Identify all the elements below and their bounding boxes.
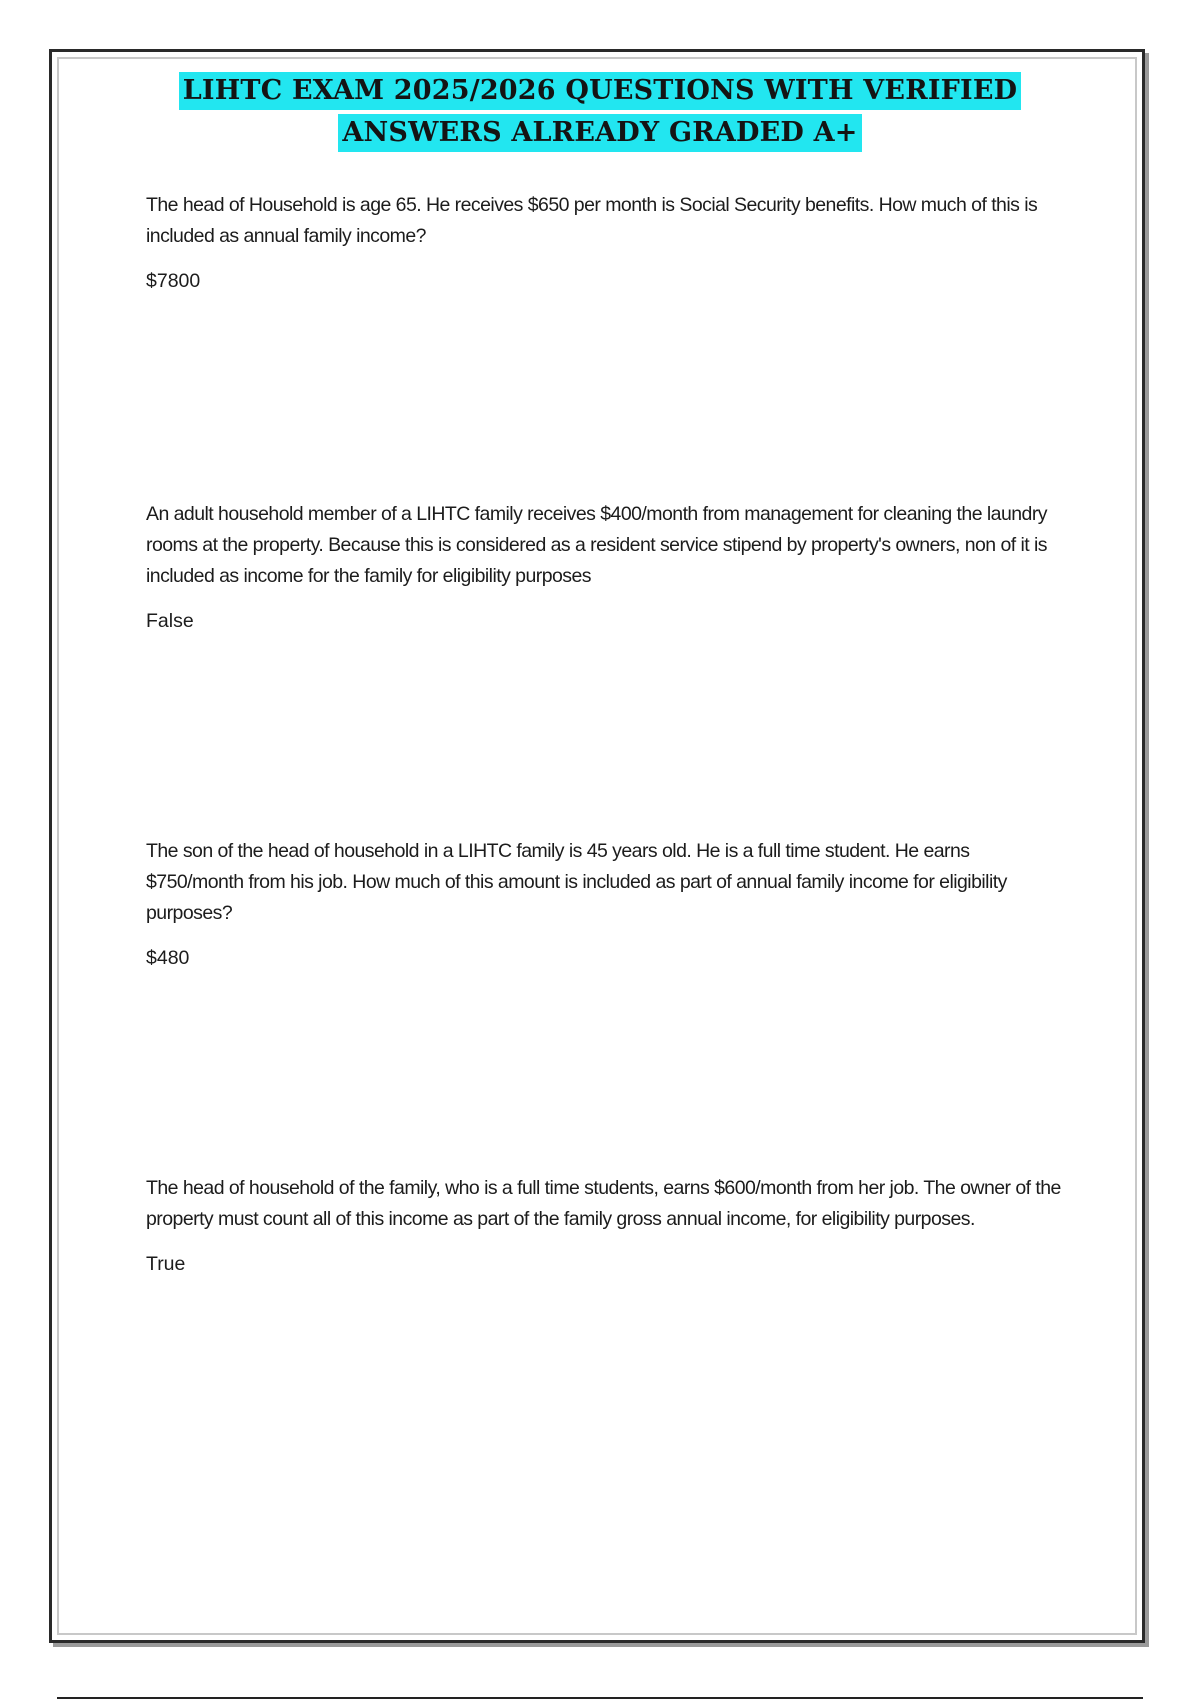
question-text: The son of the head of household in a LIHTC family is 45 years old. He is a full time student. He earns $750/month from his job. How much of this amount is included as part of annual family income for eligibility purposes?: [146, 840, 1007, 924]
title-line-2: ANSWERS ALREADY GRADED A+: [338, 114, 861, 152]
question-text: The head of household of the family, who is a full time students, earns $600/month from her job. The owner of the property must count all of this income as part of the family gross annual income, for eligibility purposes.: [146, 1177, 1061, 1230]
answer-text: False: [146, 610, 194, 632]
qa-item-1: [146, 190, 1066, 297]
answer-text: True: [146, 1253, 186, 1275]
question-text: The head of Household is age 65. He receives $650 per month is Social Security benefits. How much of this is included as annual family income?: [146, 194, 1038, 247]
question-text: An adult household member of a LIHTC family receives $400/month from management for cleaning the laundry rooms at the property. Because this is considered as a resident service stipend by property's owners, non of it is included as income for the family for eligibility purposes: [146, 503, 1047, 587]
title-line-1: LIHTC EXAM 2025/2026 QUESTIONS WITH VERIFIED: [179, 72, 1022, 110]
footer-divider: [57, 1697, 1143, 1699]
qa-item-2: [146, 499, 1066, 637]
qa-item-3: [146, 836, 1066, 974]
document-title: [0, 72, 1200, 156]
answer-text: $7800: [146, 270, 201, 292]
qa-item-4: [146, 1173, 1066, 1280]
answer-text: $480: [146, 947, 190, 969]
